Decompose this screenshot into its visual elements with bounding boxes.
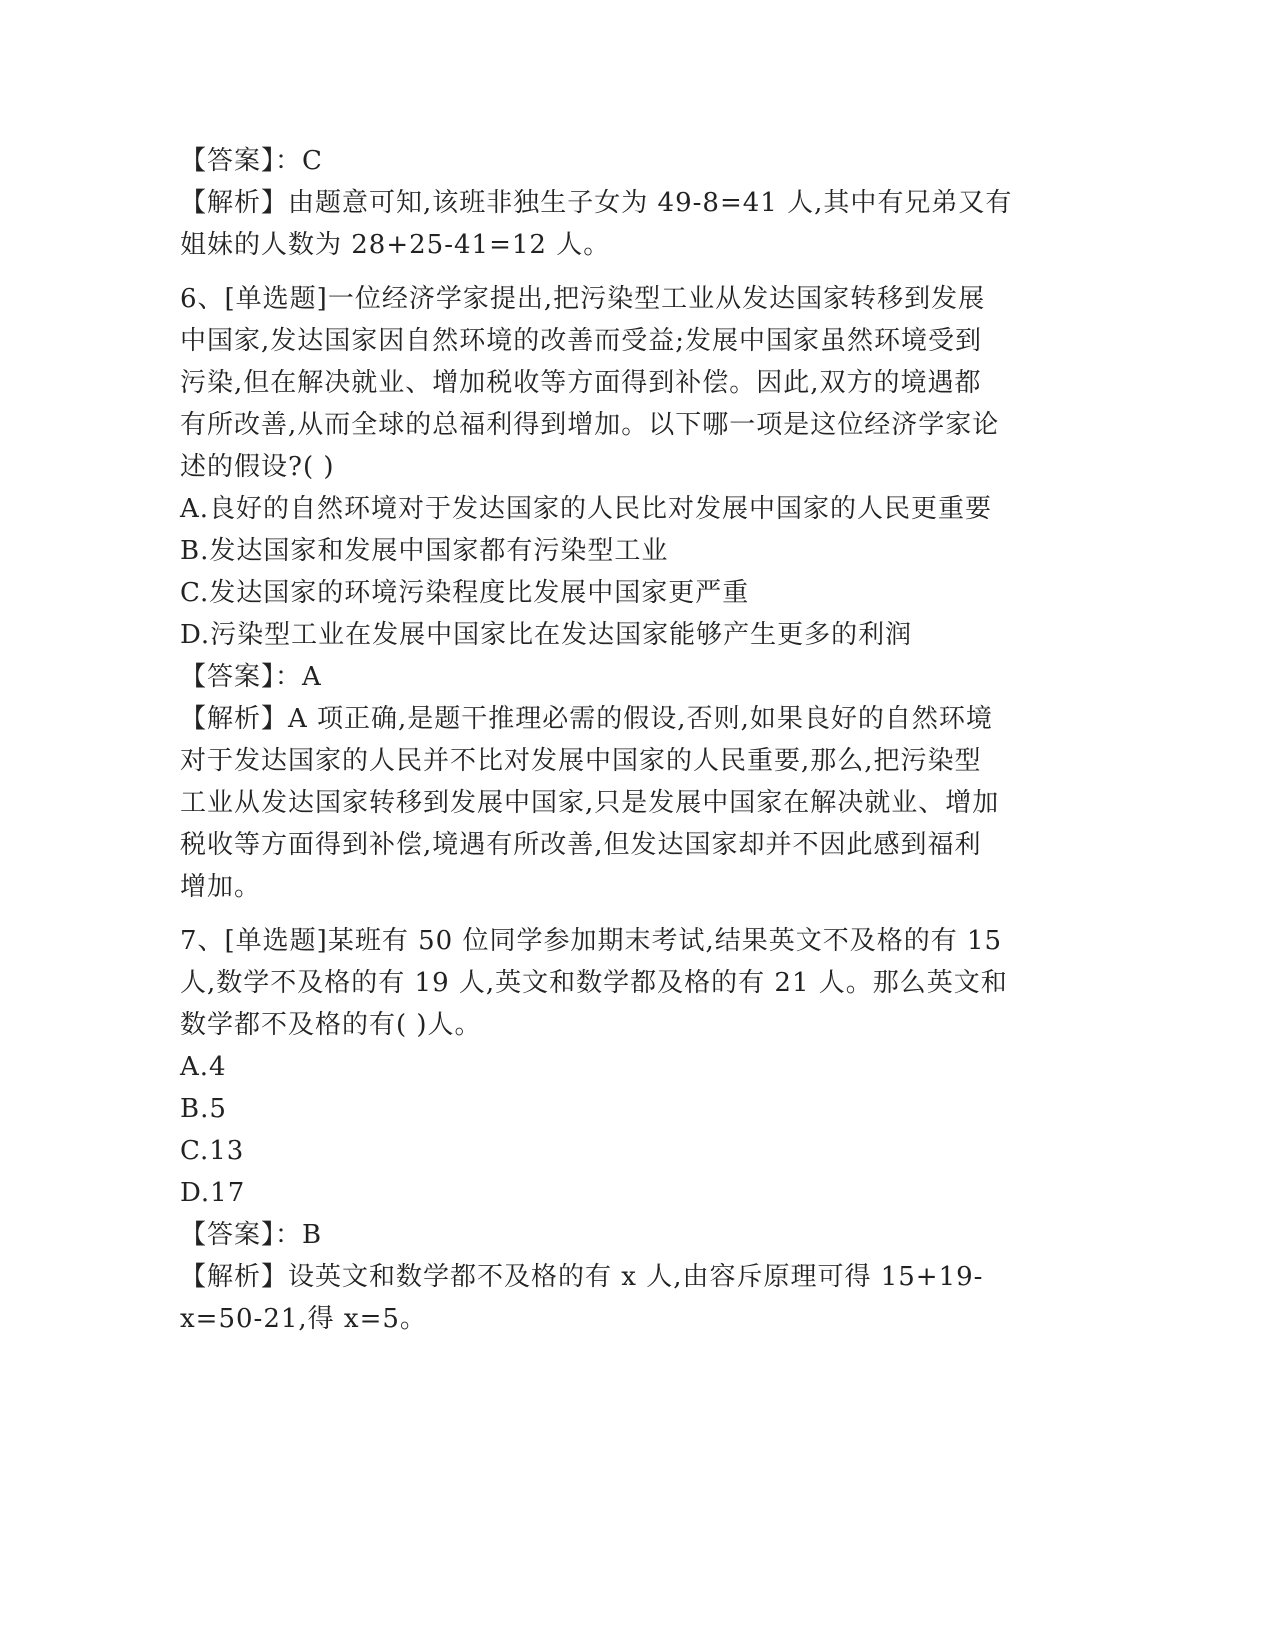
q6-answer: 【答案】：A [180,662,322,692]
q7-option-b: B.5 [180,1094,227,1124]
spacer [180,908,1080,920]
q6-stem-line: 6、[单选题]一位经济学家提出,把污染型工业从发达国家转移到发展 [180,284,986,314]
q6-option-d: D.污染型工业在发展中国家比在发达国家能够产生更多的利润 [180,620,913,650]
spacer [180,266,1080,278]
q6-option-a: A.良好的自然环境对于发达国家的人民比对发展中国家的人民更重要 [180,494,993,524]
q6-explanation-line: 增加。 [180,872,262,902]
q6-stem-line: 述的假设?( ) [180,452,335,482]
q7-stem-line: 人,数学不及格的有 19 人,英文和数学都及格的有 21 人。那么英文和 [180,968,1008,998]
document-page [180,140,1080,1340]
q6-stem-line: 污染,但在解决就业、增加税收等方面得到补偿。因此,双方的境遇都 [180,368,982,398]
q6-option-c: C.发达国家的环境污染程度比发展中国家更严重 [180,578,750,608]
q7-answer: 【答案】：B [180,1220,323,1250]
q7-explanation-line: 【解析】设英文和数学都不及格的有 x 人,由容斥原理可得 15+19- [180,1262,984,1292]
q6-explanation-line: 对于发达国家的人民并不比对发展中国家的人民重要,那么,把污染型 [180,746,982,776]
q7-explanation-line: x=50-21,得 x=5。 [180,1304,427,1334]
q5-explanation-line: 【解析】由题意可知,该班非独生子女为 49-8=41 人,其中有兄弟又有 [180,188,1013,218]
q6-stem-line: 中国家,发达国家因自然环境的改善而受益;发展中国家虽然环境受到 [180,326,983,356]
q6-option-b: B.发达国家和发展中国家都有污染型工业 [180,536,669,566]
q7-option-a: A.4 [180,1052,227,1082]
q7-stem-line: 7、[单选题]某班有 50 位同学参加期末考试,结果英文不及格的有 15 [180,926,1003,956]
q7-option-d: D.17 [180,1178,246,1208]
q6-explanation-line: 【解析】A 项正确,是题干推理必需的假设,否则,如果良好的自然环境 [180,704,993,734]
q5-explanation-line: 姐妹的人数为 28+25-41=12 人。 [180,230,611,260]
q7-stem-line: 数学都不及格的有( )人。 [180,1010,482,1040]
q6-explanation-line: 税收等方面得到补偿,境遇有所改善,但发达国家却并不因此感到福利 [180,830,982,860]
q5-answer: 【答案】：C [180,146,323,176]
q6-explanation-line: 工业从发达国家转移到发展中国家,只是发展中国家在解决就业、增加 [180,788,1000,818]
q6-stem-line: 有所改善,从而全球的总福利得到增加。以下哪一项是这位经济学家论 [180,410,1000,440]
q7-option-c: C.13 [180,1136,245,1166]
